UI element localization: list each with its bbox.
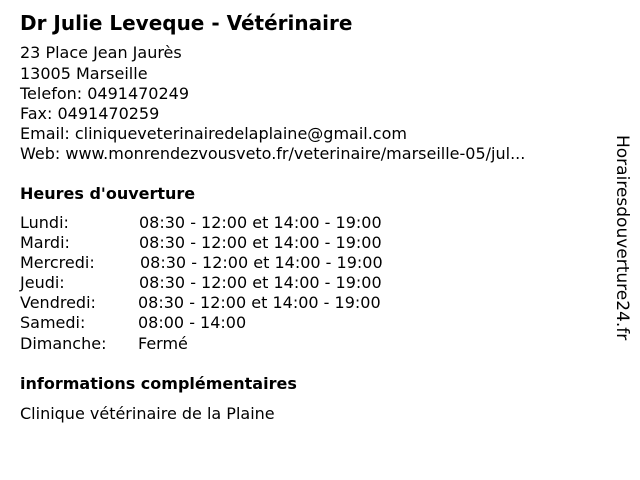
time-value: 08:30 - 12:00 et 14:00 - 19:00	[139, 233, 382, 252]
website-link[interactable]: Web: www.monrendezvousveto.fr/veterinaire/marseille-05/jul...	[20, 144, 526, 163]
phone-number: Telefon: 0491470249	[20, 84, 190, 103]
time-value: 08:30 - 12:00 et 14:00 - 19:00	[139, 273, 382, 292]
hours-row-thursday	[20, 273, 440, 293]
time-value: 08:30 - 12:00 et 14:00 - 19:00	[138, 293, 381, 312]
day-label: Samedi:	[20, 313, 86, 332]
opening-hours-heading: Heures d'ouverture	[20, 184, 196, 203]
day-label: Lundi:	[20, 213, 69, 232]
day-label: Vendredi:	[20, 293, 96, 312]
hours-row-wednesday	[20, 253, 440, 273]
fax-number: Fax: 0491470259	[20, 104, 160, 123]
address-street: 23 Place Jean Jaurès	[20, 43, 182, 62]
hours-row-sunday	[20, 334, 440, 354]
day-label: Dimanche:	[20, 334, 107, 353]
time-value: 08:00 - 14:00	[138, 313, 247, 332]
site-watermark: Horairesdouverture24.fr	[612, 135, 632, 341]
time-value: 08:30 - 12:00 et 14:00 - 19:00	[139, 213, 382, 232]
time-value: 08:30 - 12:00 et 14:00 - 19:00	[140, 253, 383, 272]
day-label: Mardi:	[20, 233, 70, 252]
time-value: Fermé	[138, 334, 188, 353]
hours-row-friday	[20, 293, 440, 313]
hours-row-tuesday	[20, 233, 440, 253]
address-city: 13005 Marseille	[20, 64, 148, 83]
additional-info-heading: informations complémentaires	[20, 374, 297, 393]
email-address: Email: cliniqueveterinairedelaplaine@gmail.com	[20, 124, 407, 143]
day-label: Mercredi:	[20, 253, 95, 272]
additional-info-text: Clinique vétérinaire de la Plaine	[20, 404, 275, 423]
day-label: Jeudi:	[20, 273, 65, 292]
hours-row-monday	[20, 213, 440, 233]
hours-row-saturday	[20, 313, 440, 333]
page-title: Dr Julie Leveque - Vétérinaire	[20, 11, 353, 35]
